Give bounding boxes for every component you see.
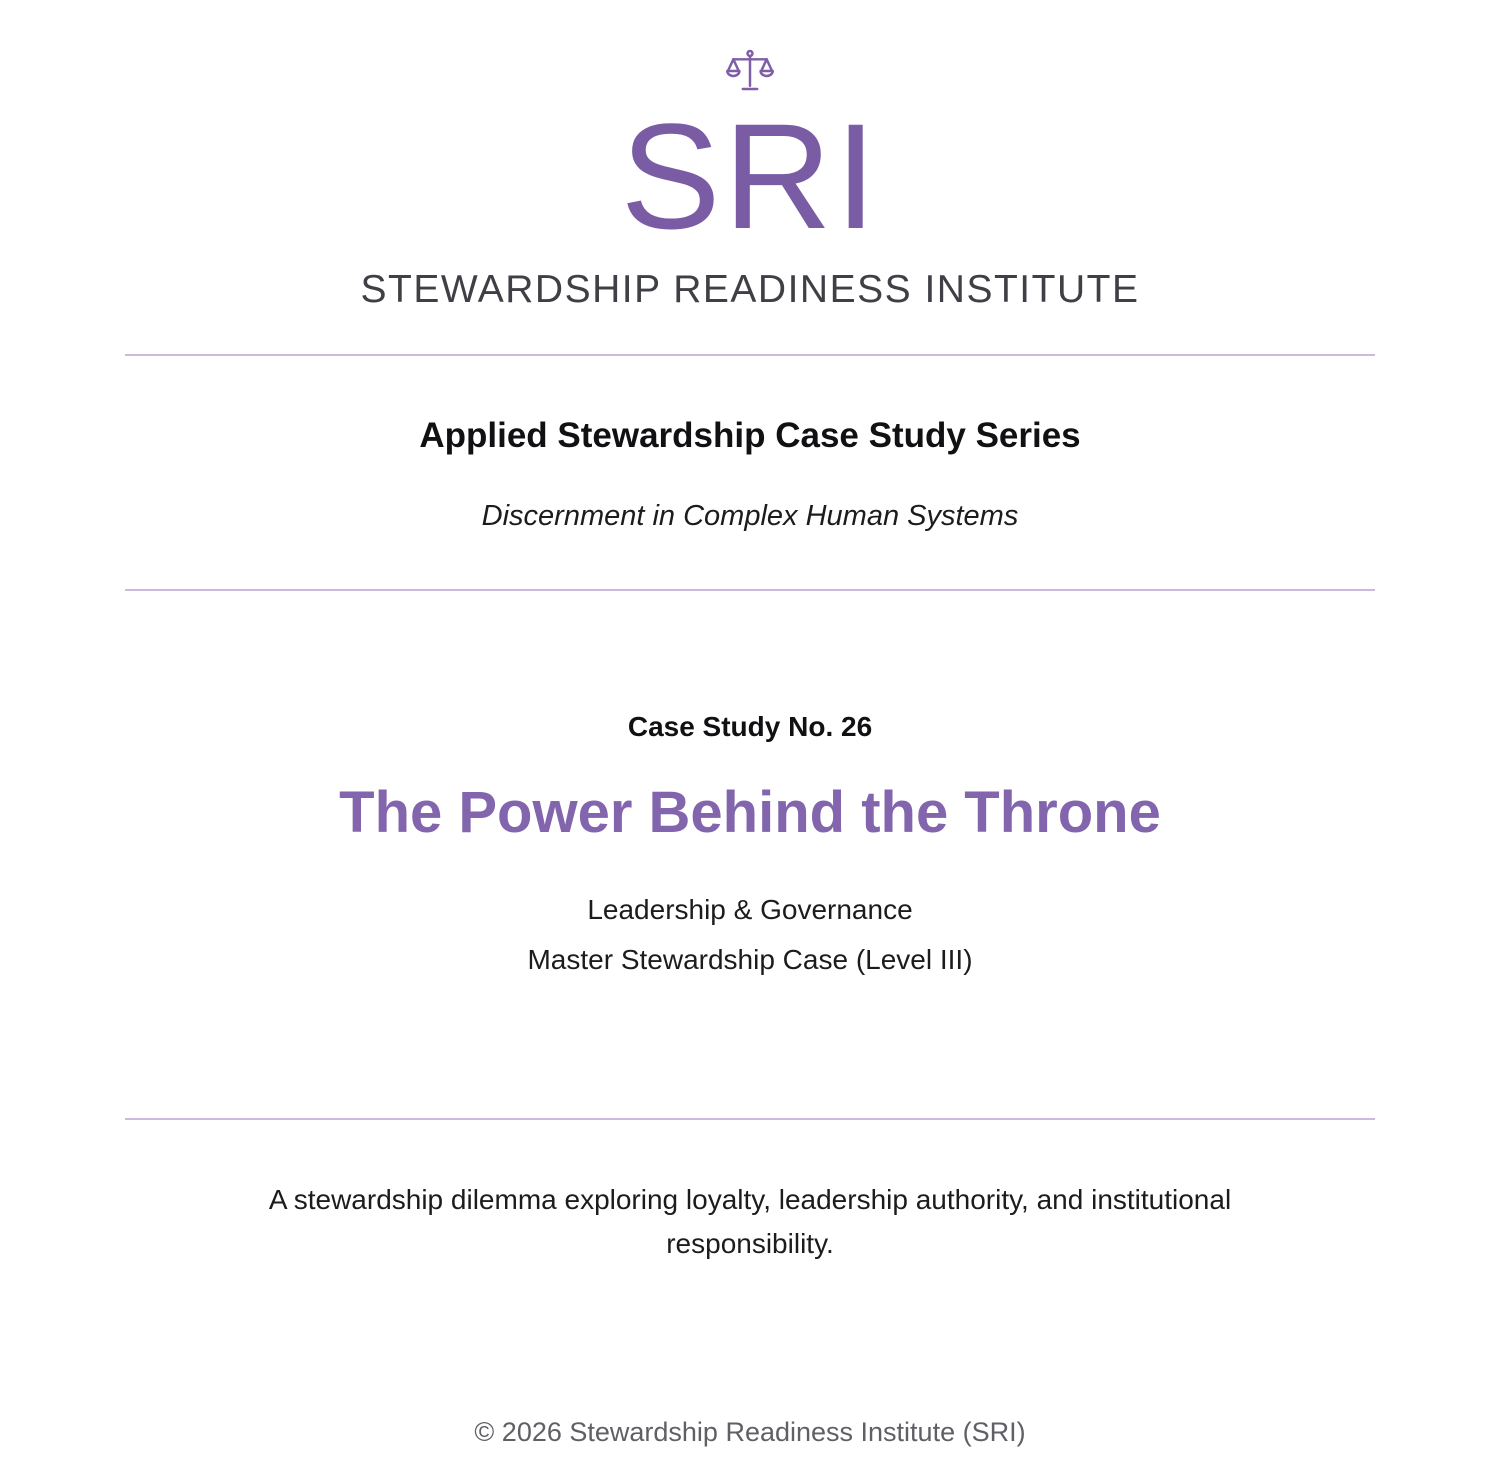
case-level: Master Stewardship Case (Level III) — [527, 943, 973, 975]
case-description: A stewardship dilemma exploring loyalty, leadership authority, and institutional responsibility. — [268, 1183, 1232, 1260]
series-title: Applied Stewardship Case Study Series — [419, 415, 1081, 455]
divider — [125, 1118, 1375, 1120]
case-title: The Power Behind the Throne — [339, 779, 1161, 845]
case-number-label: Case Study No. 26 — [627, 710, 873, 742]
brand-name: STEWARDSHIP READINESS INSTITUTE — [360, 267, 1140, 311]
copyright-footer: © 2026 Stewardship Readiness Institute (SRI) — [474, 1417, 1026, 1447]
series-subtitle: Discernment in Complex Human Systems — [481, 499, 1019, 532]
divider — [125, 589, 1375, 591]
scales-icon — [723, 44, 777, 98]
divider — [125, 354, 1375, 356]
case-category: Leadership & Governance — [587, 893, 913, 925]
brand-wordmark: SRI — [620, 92, 880, 260]
